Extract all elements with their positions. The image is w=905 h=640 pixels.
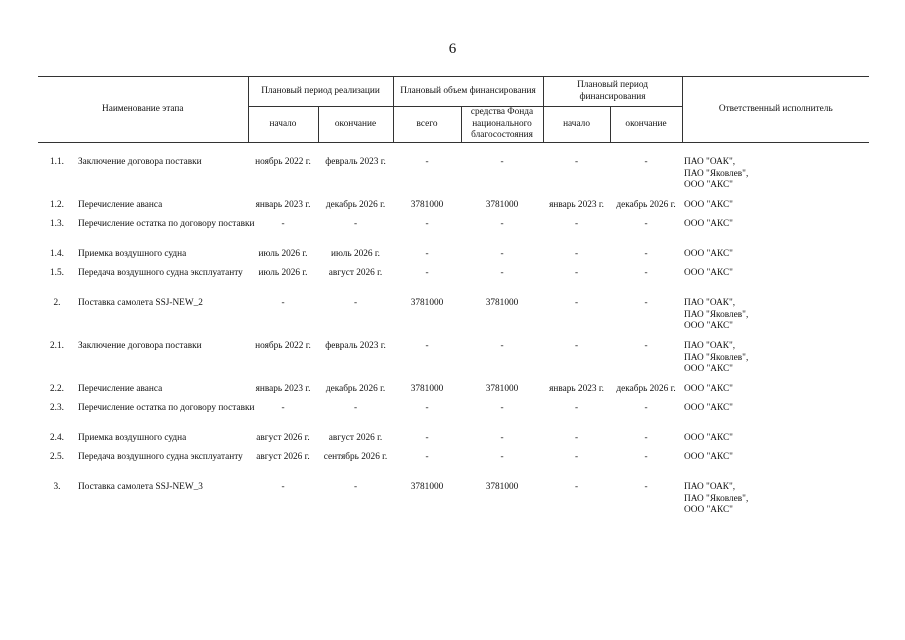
- stage-number: 1.3.: [50, 219, 64, 229]
- stage-name: Перечисление аванса: [78, 200, 163, 210]
- fin-start: -: [574, 268, 579, 278]
- fin-total: 3781000: [410, 200, 444, 210]
- header-stage-name: Наименование этапа: [38, 77, 248, 143]
- header-impl-period: Плановый период реализации: [248, 77, 393, 107]
- fin-start: -: [574, 157, 579, 167]
- stage-number: 2.2.: [50, 384, 64, 394]
- executor-line: ПАО "Яковлев",: [684, 352, 749, 363]
- impl-end: -: [353, 482, 358, 492]
- executor-line: ПАО "Яковлев",: [684, 309, 749, 320]
- fin-total: -: [425, 268, 429, 278]
- fin-end: -: [644, 249, 648, 259]
- fund-amount: -: [500, 268, 504, 278]
- impl-end: декабрь 2026 г.: [325, 200, 386, 210]
- stage-number: 1.2.: [50, 200, 64, 210]
- table-row: [38, 200, 869, 219]
- header-impl-start: начало: [248, 107, 318, 143]
- executor-line: ООО "АКС": [684, 249, 733, 259]
- fin-start: -: [574, 219, 579, 229]
- fin-end: -: [644, 433, 648, 443]
- table-row: [38, 384, 869, 403]
- impl-end: август 2026 г.: [328, 433, 383, 443]
- fin-end: -: [644, 298, 648, 308]
- responsible-executor: [682, 298, 869, 341]
- stage-name: Перечисление аванса: [78, 384, 163, 394]
- stage-number: 1.5.: [50, 268, 64, 278]
- stage-number: 2.4.: [50, 433, 64, 443]
- executor-line: ООО "АКС": [684, 321, 733, 331]
- responsible-executor: [682, 433, 869, 452]
- fin-total: -: [425, 219, 429, 229]
- stage-name: Перечисление остатка по договору поставки: [78, 403, 255, 413]
- fin-start: январь 2023 г.: [549, 384, 604, 394]
- fin-start: -: [574, 403, 579, 413]
- executor-line: ООО "АКС": [684, 452, 733, 462]
- impl-start: -: [281, 298, 285, 308]
- stage-name: Приемка воздушного судна: [78, 249, 187, 259]
- table-row: [38, 403, 869, 433]
- impl-end: февраль 2023 г.: [325, 157, 386, 167]
- impl-end: -: [353, 219, 358, 229]
- stage-name: Поставка самолета SSJ-NEW_3: [78, 482, 203, 492]
- table-row: [38, 157, 869, 200]
- executor-line: ПАО "Яковлев",: [684, 168, 749, 179]
- header-fin-period: Плановый период финансирования: [543, 77, 682, 107]
- impl-end: август 2026 г.: [328, 268, 383, 278]
- fund-amount: -: [500, 403, 504, 413]
- executor-line: ООО "АКС": [684, 219, 733, 229]
- table-row: [38, 219, 869, 249]
- impl-start: январь 2023 г.: [255, 200, 311, 210]
- fund-amount: -: [500, 249, 504, 259]
- fin-start: -: [574, 298, 579, 308]
- impl-start: август 2026 г.: [256, 433, 310, 443]
- responsible-executor: [682, 200, 869, 219]
- table-row: [38, 433, 869, 452]
- executor-line: ООО "АКС": [684, 433, 733, 443]
- impl-end: декабрь 2026 г.: [325, 384, 386, 394]
- header-fin-total: всего: [393, 107, 461, 143]
- executor-line: ООО "АКС": [684, 268, 733, 278]
- fund-amount: 3781000: [485, 200, 519, 210]
- stage-number: 1.1.: [50, 157, 64, 167]
- responsible-executor: [682, 341, 869, 384]
- header-fin-start: начало: [543, 107, 610, 143]
- fund-amount: 3781000: [485, 384, 519, 394]
- fund-amount: 3781000: [485, 298, 519, 308]
- stage-name: Передача воздушного судна эксплуатанту: [78, 268, 243, 278]
- table-body: [38, 143, 869, 526]
- responsible-executor: [682, 268, 869, 298]
- executor-line: ООО "АКС": [684, 200, 733, 210]
- impl-end: -: [353, 403, 358, 413]
- fin-total: 3781000: [410, 298, 444, 308]
- fin-total: 3781000: [410, 482, 444, 492]
- fin-total: -: [425, 341, 429, 351]
- executor-line: ООО "АКС": [684, 384, 733, 394]
- stage-number: 2.3.: [50, 403, 64, 413]
- fin-end: -: [644, 268, 648, 278]
- fin-end: -: [644, 219, 648, 229]
- stage-name: Поставка самолета SSJ-NEW_2: [78, 298, 203, 308]
- table-header: [38, 77, 869, 143]
- impl-end: -: [353, 298, 358, 308]
- page-number: 6: [448, 41, 457, 57]
- header-fin-volume: Плановый объем финансирования: [393, 77, 543, 107]
- executor-line: ООО "АКС": [684, 364, 733, 374]
- impl-start: -: [281, 482, 285, 492]
- fin-total: -: [425, 452, 429, 462]
- fund-amount: -: [500, 219, 504, 229]
- table-row: [38, 452, 869, 482]
- fin-end: -: [644, 341, 648, 351]
- stage-number: 2.1.: [50, 341, 64, 351]
- responsible-executor: [682, 482, 869, 525]
- fin-end: декабрь 2026 г.: [616, 200, 676, 210]
- stage-name: Передача воздушного судна эксплуатанту: [78, 452, 243, 462]
- fin-start: -: [574, 433, 579, 443]
- impl-start: ноябрь 2022 г.: [255, 157, 311, 167]
- stage-name: Заключение договора поставки: [78, 341, 202, 351]
- table-row: [38, 249, 869, 268]
- fin-total: 3781000: [410, 384, 444, 394]
- table-spacer: [38, 143, 869, 158]
- executor-line: ПАО "ОАК",: [684, 341, 736, 351]
- fund-amount: -: [500, 157, 504, 167]
- responsible-executor: [682, 452, 869, 482]
- impl-end: сентябрь 2026 г.: [323, 452, 388, 462]
- fin-end: -: [644, 157, 648, 167]
- impl-start: август 2026 г.: [256, 452, 310, 462]
- fin-end: -: [644, 403, 648, 413]
- stage-plan-table: [38, 76, 869, 525]
- fin-start: -: [574, 249, 579, 259]
- table-row: [38, 482, 869, 525]
- fin-end: декабрь 2026 г.: [616, 384, 676, 394]
- fund-amount: 3781000: [485, 482, 519, 492]
- fin-total: -: [425, 433, 429, 443]
- impl-start: -: [281, 219, 285, 229]
- responsible-executor: [682, 403, 869, 433]
- fund-amount: -: [500, 452, 504, 462]
- table-row: [38, 341, 869, 384]
- fin-start: -: [574, 341, 579, 351]
- executor-line: ПАО "ОАК",: [684, 298, 736, 308]
- header-fin-end: окончание: [610, 107, 682, 143]
- responsible-executor: [682, 384, 869, 403]
- responsible-executor: [682, 219, 869, 249]
- executor-line: ПАО "Яковлев",: [684, 493, 749, 504]
- header-fund: средства Фонда национального благосостояния: [461, 107, 543, 143]
- header-impl-end: окончание: [318, 107, 393, 143]
- stage-name: Приемка воздушного судна: [78, 433, 187, 443]
- fin-total: -: [425, 157, 429, 167]
- stage-number: 1.4.: [50, 249, 64, 259]
- executor-line: ПАО "ОАК",: [684, 157, 736, 167]
- fin-start: -: [574, 452, 579, 462]
- fin-total: -: [425, 403, 429, 413]
- executor-line: ООО "АКС": [684, 403, 733, 413]
- impl-end: июль 2026 г.: [331, 249, 380, 259]
- fin-end: -: [644, 452, 648, 462]
- impl-start: -: [281, 403, 285, 413]
- impl-start: январь 2023 г.: [255, 384, 311, 394]
- table-row: [38, 268, 869, 298]
- fin-total: -: [425, 249, 429, 259]
- fin-end: -: [644, 482, 648, 492]
- impl-start: ноябрь 2022 г.: [255, 341, 311, 351]
- executor-line: ООО "АКС": [684, 505, 733, 515]
- fin-start: -: [574, 482, 579, 492]
- stage-number: 2.: [53, 298, 61, 308]
- executor-line: ООО "АКС": [684, 180, 733, 190]
- fund-amount: -: [500, 341, 504, 351]
- impl-start: июль 2026 г.: [258, 268, 308, 278]
- table-row: [38, 298, 869, 341]
- stage-number: 2.5.: [50, 452, 64, 462]
- impl-end: февраль 2023 г.: [325, 341, 386, 351]
- header-responsible: Ответственный исполнитель: [682, 77, 869, 143]
- impl-start: июль 2026 г.: [258, 249, 308, 259]
- responsible-executor: [682, 249, 869, 268]
- fund-amount: -: [500, 433, 504, 443]
- stage-number: 3.: [53, 482, 61, 492]
- responsible-executor: [682, 157, 869, 200]
- stage-name: Заключение договора поставки: [78, 157, 202, 167]
- stage-name: Перечисление остатка по договору поставки: [78, 219, 255, 229]
- fin-start: январь 2023 г.: [549, 200, 604, 210]
- executor-line: ПАО "ОАК",: [684, 482, 736, 492]
